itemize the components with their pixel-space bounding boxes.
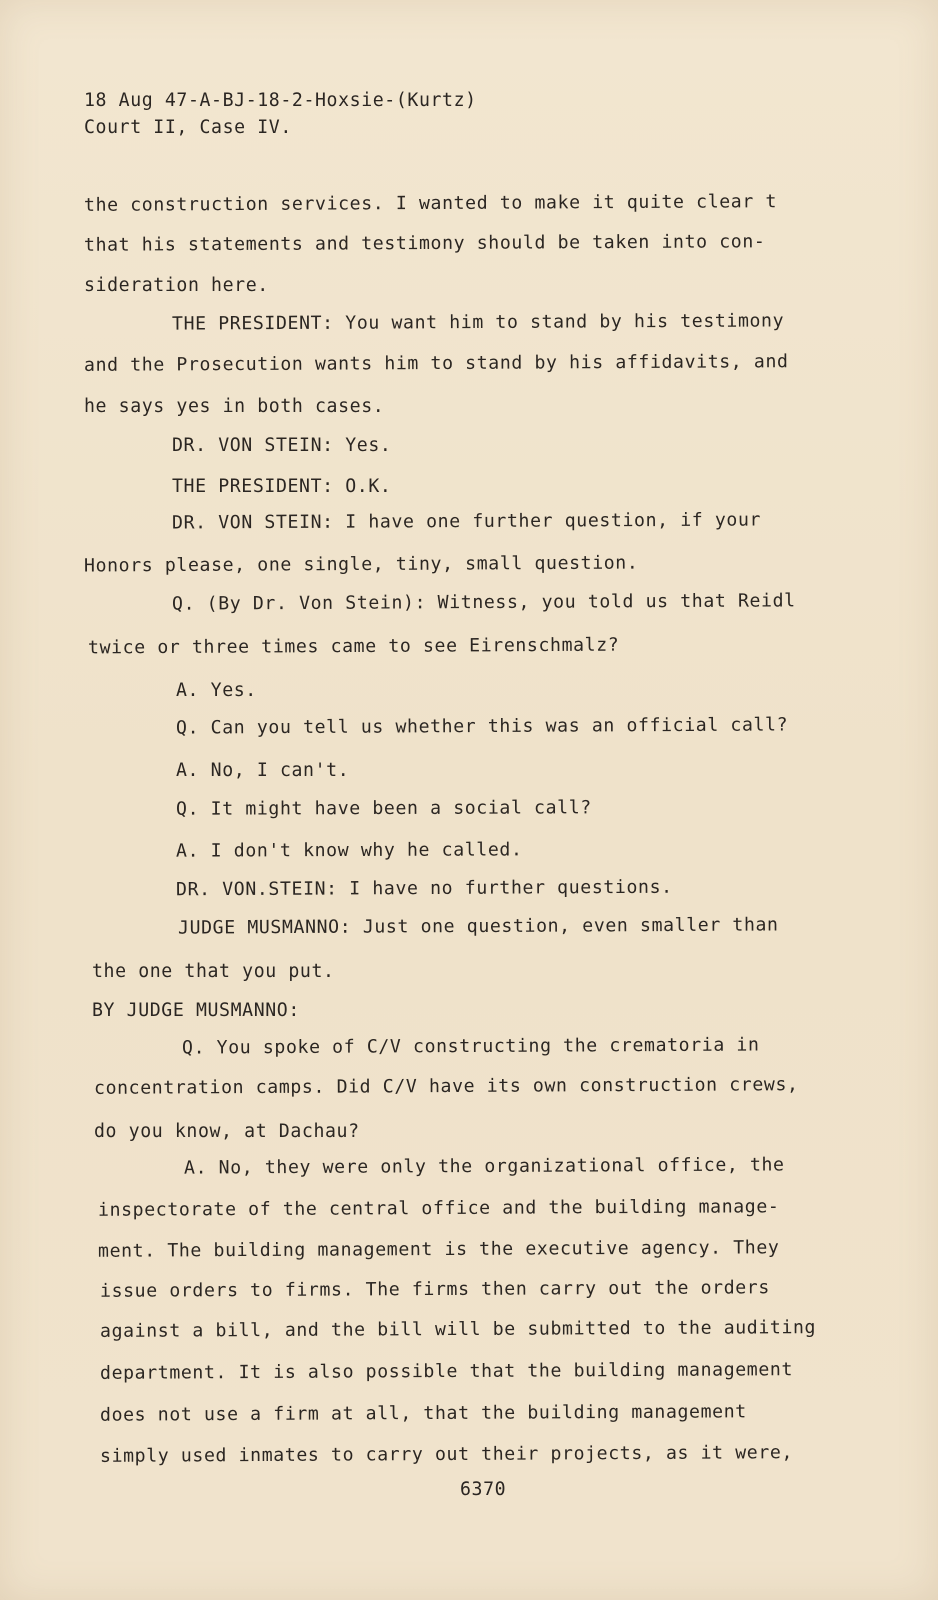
text-line: and the Prosecution wants him to stand by his affidavits, and bbox=[83, 351, 789, 376]
text-line: the one that you put. bbox=[92, 961, 335, 982]
page-number: 6370 bbox=[460, 1479, 507, 1500]
text-line: Q. Can you tell us whether this was an official call? bbox=[175, 714, 789, 739]
text-line: A. No, I can't. bbox=[176, 760, 350, 781]
header-court-case: Court II, Case IV. bbox=[84, 117, 292, 138]
text-line: the construction services. I wanted to make it quite clear t bbox=[83, 191, 778, 216]
text-line: twice or three times came to see Eirenschmalz? bbox=[87, 634, 620, 659]
text-line: issue orders to firms. The firms then carry out the orders bbox=[99, 1277, 770, 1302]
text-line: DR. VON STEIN: Yes. bbox=[172, 435, 392, 456]
text-line: inspectorate of the central office and the building manage- bbox=[97, 1196, 780, 1221]
text-line: does not use a firm at all, that the building management bbox=[99, 1401, 747, 1426]
text-line: DR. VON.STEIN: I have no further questions. bbox=[175, 876, 673, 901]
text-line: department. It is also possible that the building management bbox=[99, 1359, 794, 1384]
text-line: concentration camps. Did C/V have its own construction crews, bbox=[93, 1074, 799, 1099]
text-line: A. Yes. bbox=[176, 680, 257, 701]
text-line: that his statements and testimony should be taken into con- bbox=[83, 231, 766, 256]
text-line: THE PRESIDENT: You want him to stand by his testimony bbox=[171, 310, 785, 335]
text-line: THE PRESIDENT: O.K. bbox=[172, 476, 392, 497]
text-line: do you know, at Dachau? bbox=[94, 1121, 360, 1142]
text-line: A. No, they were only the organizational office, the bbox=[183, 1154, 785, 1179]
text-line: JUDGE MUSMANNO: Just one question, even smaller than bbox=[177, 914, 779, 939]
text-line: against a bill, and the bill will be submitted to the auditing bbox=[99, 1317, 817, 1342]
text-line: DR. VON STEIN: I have one further question, if your bbox=[171, 509, 762, 534]
header-case-reference: 18 Aug 47-A-BJ-18-2-Hoxsie-(Kurtz) bbox=[84, 90, 477, 111]
text-line: he says yes in both cases. bbox=[84, 396, 385, 417]
text-line: Honors please, one single, tiny, small question. bbox=[83, 552, 639, 577]
text-line: sideration here. bbox=[84, 275, 269, 296]
text-line: Q. It might have been a social call? bbox=[175, 797, 592, 820]
text-line: BY JUDGE MUSMANNO: bbox=[92, 1000, 300, 1021]
text-line: A. I don't know why he called. bbox=[175, 839, 523, 862]
text-line: ment. The building management is the executive agency. They bbox=[97, 1237, 780, 1262]
text-line: simply used inmates to carry out their projects, as it were, bbox=[99, 1442, 794, 1467]
text-line: Q. (By Dr. Von Stein): Witness, you told us that Reidl bbox=[171, 590, 796, 615]
text-line: Q. You spoke of C/V constructing the crematoria in bbox=[181, 1034, 760, 1059]
